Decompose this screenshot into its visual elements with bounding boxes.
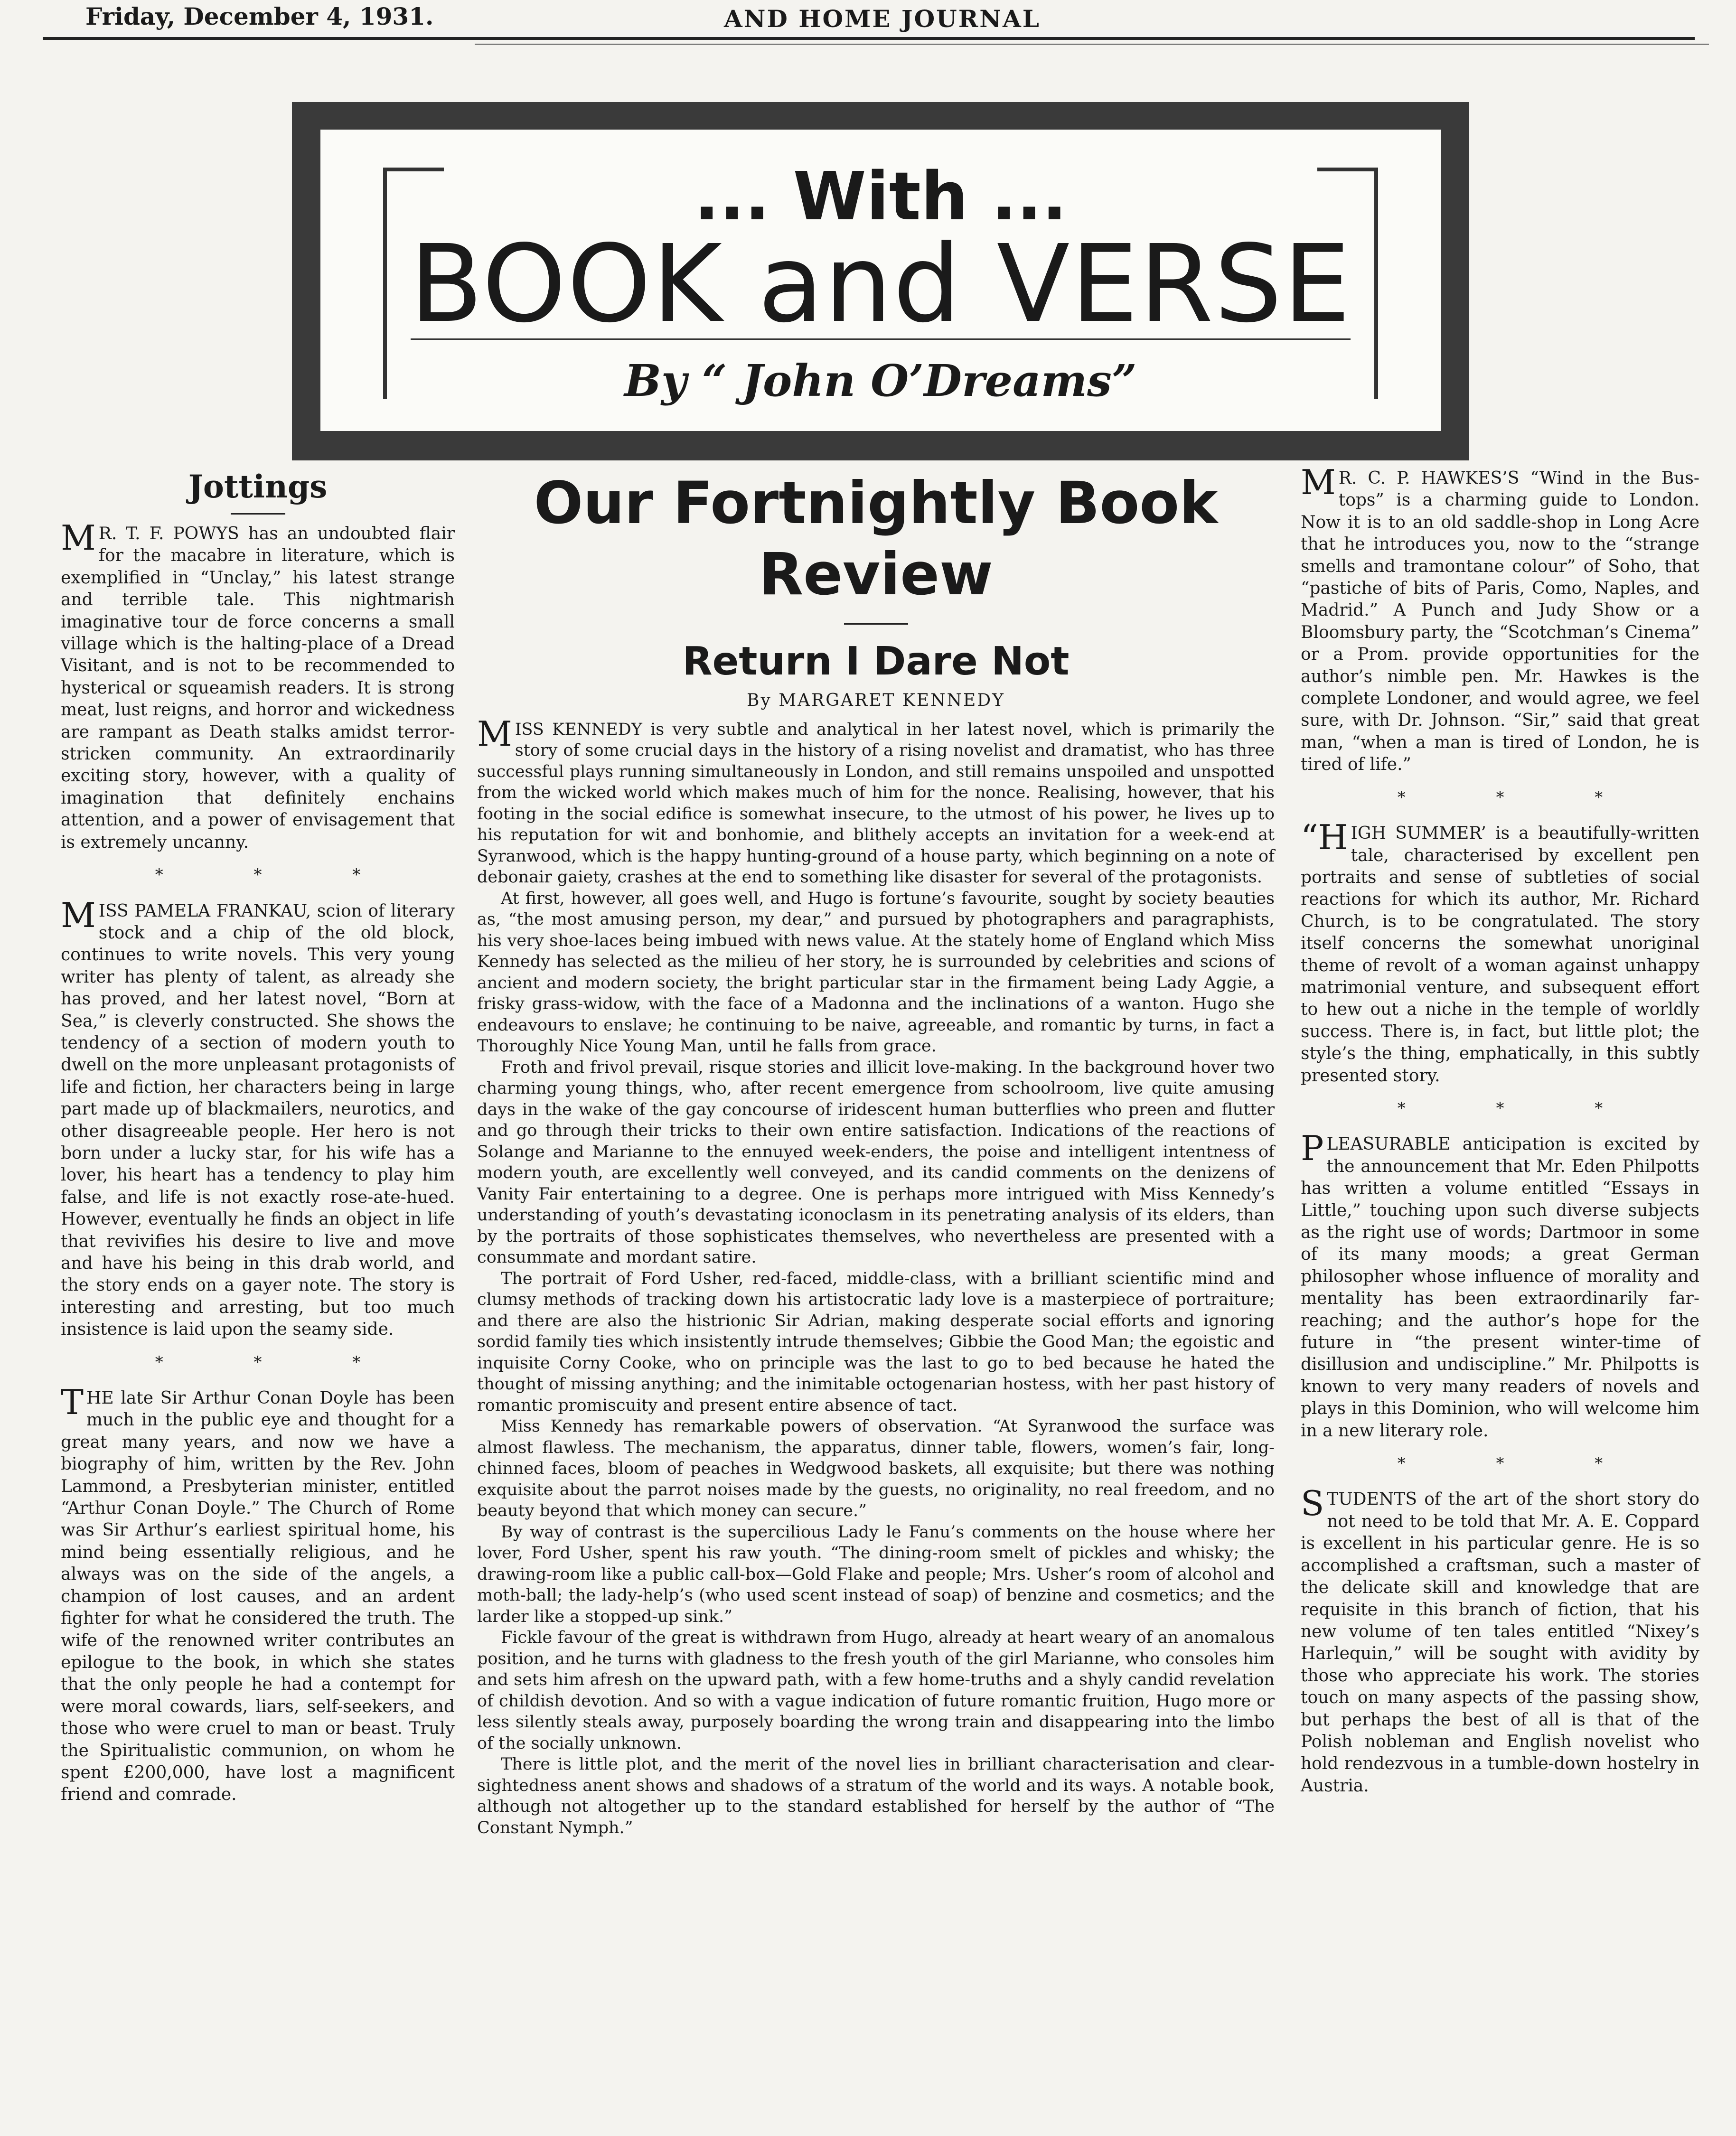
right-column	[1301, 462, 1699, 1797]
jotting-text: R. T. F. POWYS has an undoubted flair for the macabre in literature, which is exemplified in “Unclay,” his latest strange and terrible tale. This nightmarish imaginative tour de force concerns a small village which is the halting-place of a Dread Visitant, and is not to be recommended to hysterical or squeamish readers. It is strong meat, lust reigns, and horror and wickedness are rampant as Death stalks amidst terror-stricken community. An extraordinarily exciting story, however, with a quality of imagination that definitely enchains attention, and a power of envisagement that is extremely uncanny.	[61, 524, 455, 852]
issue-date: Friday, December 4, 1931.	[85, 2, 434, 30]
book-title: Return I Dare Not	[682, 639, 1070, 684]
drop-cap: M	[61, 895, 96, 935]
separator-stars: * * *	[1397, 1454, 1646, 1473]
jotting-powys	[61, 518, 455, 853]
banner-byline: By “ John O’Dreams”	[624, 355, 1137, 406]
journal-name: AND HOME JOURNAL	[724, 5, 1041, 33]
heading-rule	[231, 513, 285, 515]
review-paragraph-text: ISS KENNEDY is very subtle and analytical in her latest novel, which is primarily the story of some crucial days in the history of a rising novelist and dramatist, who has three successful plays running simultaneously in London, and still remains unspoiled and unspotted from the wicked world which makes much of him for the nonce. Realising, however, that his footing in the social edifice is somewhat insecure, to the utmost of his power, he lives up to his reputation for wit and bonhomie, and blithely accepts an invitation for a week-end at Syranwood, which is the happy hunting-ground of a house party, which beginning on a note of debonair gaiety, crashes at the end to something like disaster for several of the protagonists.	[477, 720, 1275, 887]
review-paragraph: The portrait of Ford Usher, red-faced, middle-class, with a brilliant scientific mind and clumsy methods of tracking down his artistocratic lady love is a masterpiece of portraiture; and there are also the histrionic Sir Adrian, making desperate social efforts and ignoring sordid family ties which insistently intrude themselves; Gibbie the Good Man; the egoistic and inquisite Corny Cooke, who on principle was the last to go to bed because he hated the thought of missing anything; and the inimitable octogenarian hostess, with her past history of romantic promiscuity and present entire absence of tact.	[477, 1269, 1275, 1415]
review-paragraph: There is little plot, and the merit of the novel lies in brilliant characterisation and clear-sightedness anent shows and shadows of a stratum of the world and its ways. A notable book, although not altogether up to the standard established for herself by the author of “The Constant Nymph.”	[477, 1755, 1275, 1837]
note-text: LEASURABLE anticipation is excited by the announcement that Mr. Eden Philpotts has written a volume entitled “Essays in Little,” touching upon such diverse subjects as the right use of words; Dartmoor in some of its many moods; a great German philosopher whose influence of morality and mentality has been extraordinarily far-reaching; and the author’s hope for the future in “the present winter-time of disillusion and undiscipline.” Mr. Philpotts is known to very many readers of novels and plays in this Dominion, who will welcome him in a new literary role.	[1301, 1134, 1699, 1441]
header-rule-thin	[475, 44, 1709, 45]
jottings-heading: Jottings	[188, 468, 328, 505]
note-high-summer	[1301, 817, 1699, 1087]
book-author: By MARGARET KENNEDY	[747, 691, 1005, 710]
drop-cap: M	[61, 518, 96, 558]
review-rule	[844, 623, 908, 625]
drop-cap: “H	[1301, 817, 1348, 858]
section-banner	[292, 102, 1469, 460]
review-paragraph: By way of contrast is the supercilious Lady le Fanu’s comments on the house where her lover, Ford Usher, spent his raw youth. “The dining-room smelt of pickles and whisky; the drawing-room like a public call-box—Gold Flake and people; Mrs. Usher’s room of alcohol and moth-ball; the lady-help’s (who used scent instead of soap) of benzine and cosmetics; and the larder like a stopped-up sink.”	[477, 1522, 1275, 1626]
note-text: R. C. P. HAWKES’S “Wind in the Bus-tops” is a charming guide to London. Now it is to an old saddle-shop in Long Acre that he introduces you, now to the “strange smells and tramontane colour” of Soho, that “pastiche of bits of Paris, Como, Naples, and Madrid.” A Punch and Judy Show or a Bloomsbury party, the “Scotchman’s Cinema” or a Prom. provide opportunities for the author’s nimble pen. Mr. Hawkes is the complete Londoner, and would agree, we feel sure, with Dr. Johnson. “Sir,” said that great man, “when a man is tired of London, he is tired of life.”	[1301, 468, 1699, 775]
separator-stars: * * *	[1397, 787, 1646, 807]
review-paragraph: Miss Kennedy has remarkable powers of observation. “At Syranwood the surface was almost flawless. The mechanism, the apparatus, dinner table, flowers, women’s fair, long-chinned faces, bloom of peaches in Wedgwood baskets, all exquisite; but there was nothing exquisite about the parrot noises made by the guests, no originality, no real freedom, and no beauty beyond that which money can secure.”	[477, 1417, 1275, 1520]
jotting-text: ISS PAMELA FRANKAU, scion of literary stock and a chip of the old block, continues to write novels. This very young writer has plenty of talent, as already she has proved, and her latest novel, “Born at Sea,” is cleverly constructed. She shows the tendency of a section of modern youth to dwell on the more unpleasant protagonists of life and fiction, her characters being in large part made up of blackmailers, neurotics, and other disagreeable people. Her hero is not born under a lucky star, for his wife has a lover, his heart has a tendency to play him false, and life is not exactly rose-ate-hued. However, eventually he finds an object in life that revivifies his desire to live and move and have his being in this drab world, and the story ends on a gayer note. The story is interesting and arresting, but too much insistence is laid upon the seamy side.	[61, 901, 455, 1340]
review-paragraph: Froth and frivol prevail, risque stories and illicit love-making. In the background hover two charming young things, who, after recent emergence from schoolroom, live quite amusing days in the wake of the gay concourse of iridescent human butterflies who preen and flutter and go through their tricks to their own entire satisfaction. Indications of the reactions of Solange and Marianne to the ennuyed week-enders, the poise and intelligent intentness of modern youth, are excellently well conveyed, and its candid comments on the denizens of Vanity Fair entertaining to a degree. One is perhaps more intrigued with Miss Kennedy’s understanding of youth’s devastating iconoclasm in its penetrating analysis of its elders, than by the portraits of those sophisticates themselves, who nevertheless are presented with a consummate and mordant satire.	[477, 1058, 1275, 1267]
banner-title: BOOK and VERSE	[410, 222, 1351, 347]
header-rule	[43, 37, 1695, 40]
note-text: TUDENTS of the art of the short story do not need to be told that Mr. A. E. Coppard is excellent in his particular genre. He is so accomplished a craftsman, such a master of the delicate skill and knowledge that are requisite in this branch of fiction, that his new volume of ten tales entitled “Nixey’s Harlequin,” will be sought with avidity by those who appreciate his work. The stories touch on many aspects of the passing show, but perhaps the best of all is that of the Polish nobleman and English novelist who hold rendezvous in a tumble-down hostelry in Austria.	[1301, 1490, 1699, 1796]
review-paragraph: Fickle favour of the great is withdrawn from Hugo, already at heart weary of an anomalous position, and he turns with gladness to the fresh youth of the girl Marianne, who consoles him and sets him afresh on the upward path, with a few home-truths and a shyly candid revelation of childish devotion. And so with a vague indication of future romantic fruition, Hugo more or less silently steals away, purposely boarding the wrong train and disappearing into the limbo of the socially unknown.	[477, 1628, 1275, 1753]
note-coppard	[1301, 1483, 1699, 1797]
note-hawkes	[1301, 462, 1699, 776]
separator-stars: * * *	[1397, 1098, 1646, 1118]
separator-stars: * * *	[155, 1352, 404, 1372]
review-column	[477, 468, 1275, 1838]
note-philpotts	[1301, 1128, 1699, 1442]
drop-cap: M	[1301, 462, 1336, 502]
review-paragraph	[477, 713, 1275, 888]
jotting-text: HE late Sir Arthur Conan Doyle has been much in the public eye and thought for a great many years, and now we have a biography of him, written by the Rev. John Lammond, a Presbyterian minister, entitled “Arthur Conan Doyle.” The Church of Rome was Sir Arthur’s earliest spiritual home, his mind being essentially religious, and he always was on the side of the angels, a champion of lost causes, and an ardent fighter for what he considered the truth. The wife of the renowned writer contributes an epilogue to the book, in which she states that the only people he had a contempt for were moral cowards, liars, self-seekers, and those who were cruel to man or beast. Truly the Spiritualistic communion, on whom he spent £200,000, have lost a magnificent friend and comrade.	[61, 1388, 455, 1805]
left-column	[61, 468, 455, 1806]
review-paragraph: At first, however, all goes well, and Hugo is fortune’s favourite, sought by society beauties as, “the most amusing person, my dear,” and pursued by photographers and paragraphists, his very shoe-laces being imbued with news value. At the stately home of England which Miss Kennedy has selected as the milieu of her story, he is surrounded by celebrities and scions of ancient and modern society, the bright particular star in the firmament being Lady Aggie, a frisky grass-widow, with the face of a Madonna and the inclinations of a wanton. Hugo she endeavours to enslave; he continuing to be naive, agreeable, and romantic by turns, in fact a Thoroughly Nice Young Man, until he falls from grace.	[477, 889, 1275, 1056]
drop-cap: T	[61, 1382, 84, 1423]
drop-cap: S	[1301, 1483, 1324, 1524]
drop-cap: M	[477, 713, 512, 754]
page-header	[0, 0, 1736, 52]
review-heading: Our Fortnightly Book Review	[534, 469, 1218, 608]
banner-panel	[320, 130, 1441, 431]
jotting-frankau	[61, 895, 455, 1341]
drop-cap: P	[1301, 1128, 1324, 1169]
banner-with: ... With ...	[694, 158, 1067, 235]
note-text: IGH SUMMER’ is a beautifully-written tale, characterised by excellent pen portraits and sense of subtleties of social reactions for which its author, Mr. Richard Church, is to be congratulated. The story itself concerns the somewhat unoriginal theme of revolt of a woman against unhappy matrimonial venture, and subsequent effort to hew out a niche in the temple of worldly success. There is, in fact, but little plot; the style’s the thing, emphatically, in this subtly presented story.	[1301, 824, 1699, 1086]
jotting-conan-doyle	[61, 1382, 455, 1806]
separator-stars: * * *	[155, 865, 404, 885]
